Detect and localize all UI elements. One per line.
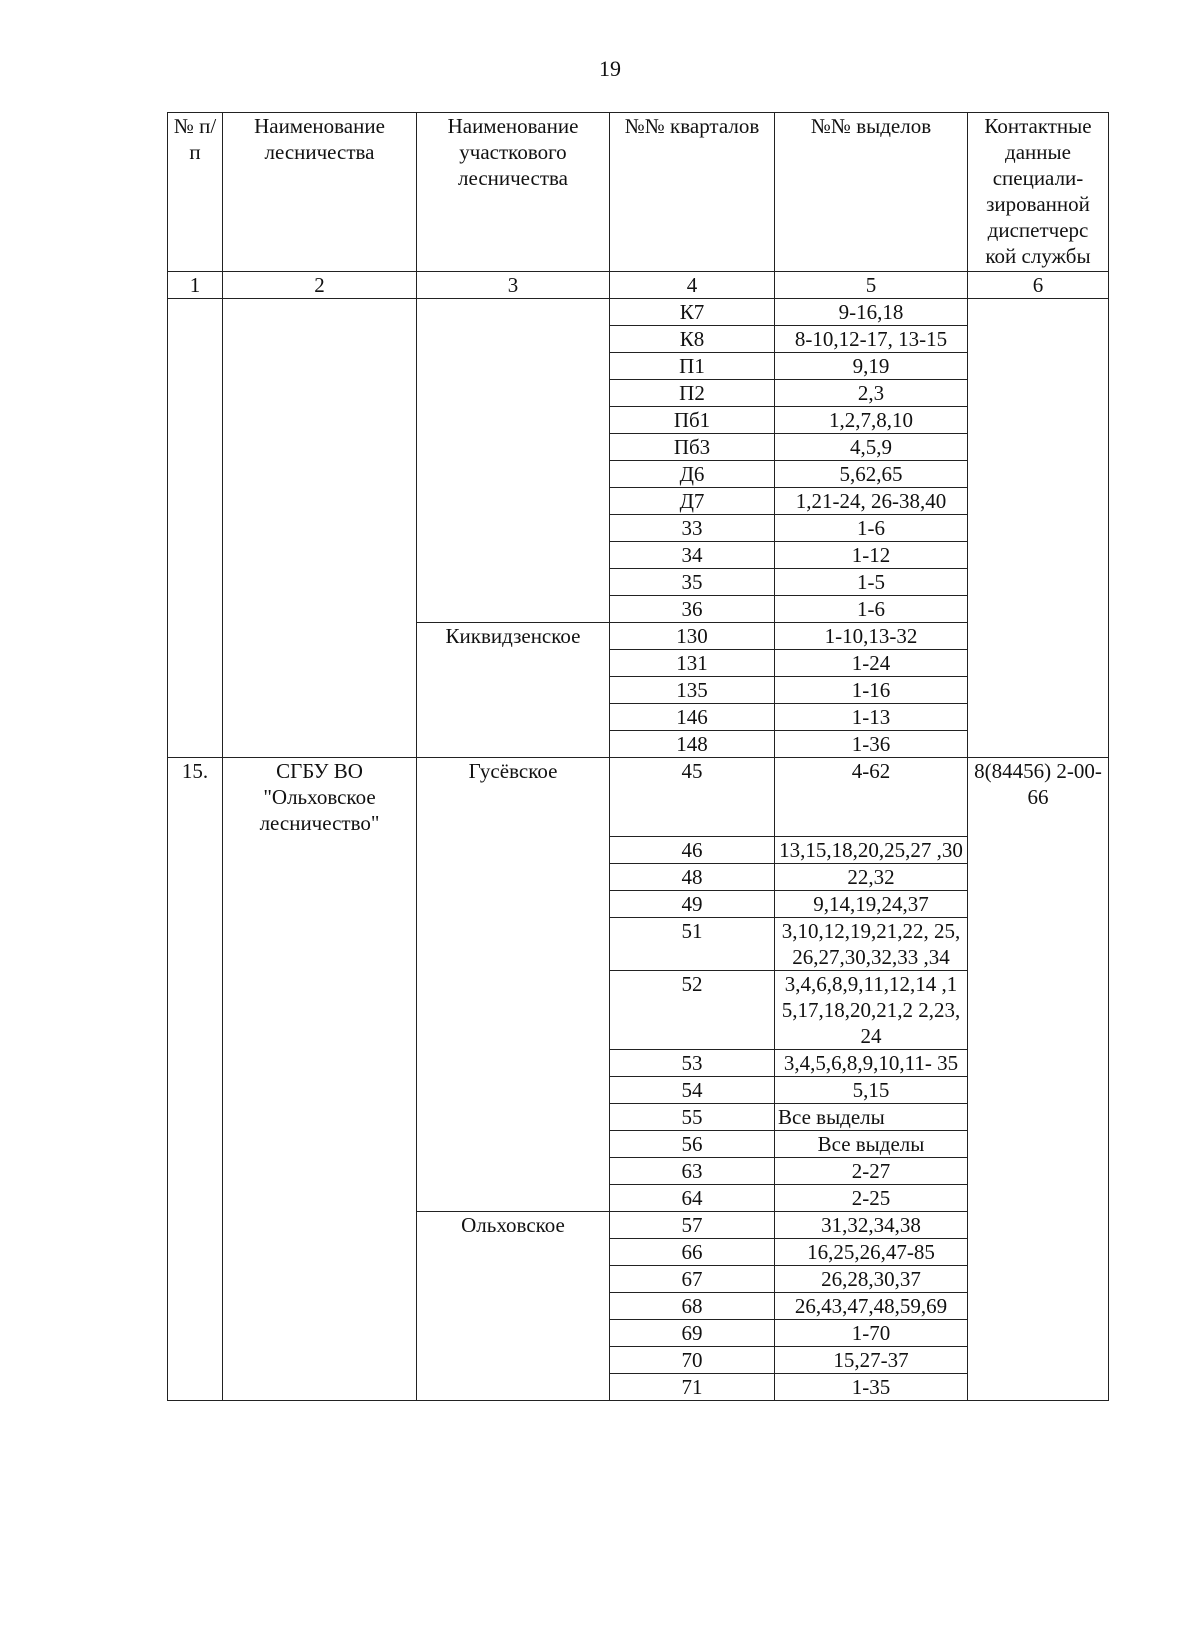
- table-row: [168, 1049, 1109, 1076]
- district-cell: [417, 890, 610, 917]
- district-cell: [417, 731, 610, 758]
- plots-cell: 5,15: [775, 1076, 968, 1103]
- quarter-cell: 35: [610, 569, 775, 596]
- district-cell: [417, 1238, 610, 1265]
- plots-cell: 1,2,7,8,10: [775, 407, 968, 434]
- district-cell: [417, 1184, 610, 1211]
- district-cell: [417, 1319, 610, 1346]
- quarter-cell: 36: [610, 596, 775, 623]
- plots-cell: 8-10,12-17, 13-15: [775, 326, 968, 353]
- contact-cell: [968, 731, 1109, 758]
- district-cell: [417, 836, 610, 863]
- header-row: [168, 113, 1109, 272]
- row-number-cell: [168, 1184, 223, 1211]
- plots-cell: 1-13: [775, 704, 968, 731]
- district-cell: [417, 488, 610, 515]
- quarter-cell: 135: [610, 677, 775, 704]
- plots-cell: 1-24: [775, 650, 968, 677]
- quarter-cell: 54: [610, 1076, 775, 1103]
- contact-cell: [968, 1292, 1109, 1319]
- row-number-cell: [168, 836, 223, 863]
- plots-cell: 26,28,30,37: [775, 1265, 968, 1292]
- row-number-cell: [168, 704, 223, 731]
- forestry-cell: [223, 623, 417, 650]
- forestry-cell: [223, 542, 417, 569]
- contact-cell: [968, 488, 1109, 515]
- row-number-cell: [168, 1211, 223, 1238]
- row-number-cell: [168, 677, 223, 704]
- contact-cell: [968, 407, 1109, 434]
- column-number-6: 6: [968, 272, 1109, 299]
- district-cell: [417, 569, 610, 596]
- quarter-cell: 34: [610, 542, 775, 569]
- district-cell: [417, 461, 610, 488]
- row-number-cell: [168, 380, 223, 407]
- row-number-cell: [168, 650, 223, 677]
- row-number-cell: [168, 1373, 223, 1400]
- forestry-cell: [223, 1292, 417, 1319]
- forestry-cell: [223, 836, 417, 863]
- district-cell: [417, 917, 610, 970]
- contact-cell: [968, 1319, 1109, 1346]
- table-row: [168, 1130, 1109, 1157]
- plots-cell: 22,32: [775, 863, 968, 890]
- forestry-cell: [223, 1157, 417, 1184]
- table-row: [168, 515, 1109, 542]
- forestry-cell: [223, 890, 417, 917]
- forestry-cell: [223, 353, 417, 380]
- row-number-cell: [168, 1103, 223, 1130]
- quarter-cell: 70: [610, 1346, 775, 1373]
- table-row: [168, 731, 1109, 758]
- district-cell: [417, 1049, 610, 1076]
- page-number: 19: [599, 56, 621, 81]
- quarter-cell: 33: [610, 515, 775, 542]
- contact-cell: [968, 650, 1109, 677]
- quarter-cell: 69: [610, 1319, 775, 1346]
- table-row: [168, 461, 1109, 488]
- table-row: [168, 1103, 1109, 1130]
- quarter-cell: 55: [610, 1103, 775, 1130]
- forestry-cell: [223, 596, 417, 623]
- contact-cell: [968, 677, 1109, 704]
- plots-cell: 2-27: [775, 1157, 968, 1184]
- district-cell: [417, 677, 610, 704]
- forestry-cell: [223, 299, 417, 326]
- district-cell: Ольховское: [417, 1211, 610, 1238]
- table-row: [168, 836, 1109, 863]
- plots-cell: 1-35: [775, 1373, 968, 1400]
- plots-cell: 3,4,6,8,9,11,12,14 ,15,17,18,20,21,2 2,23,24: [775, 970, 968, 1049]
- quarter-cell: 56: [610, 1130, 775, 1157]
- quarter-cell: К8: [610, 326, 775, 353]
- row-number-cell: [168, 1265, 223, 1292]
- contact-cell: [968, 380, 1109, 407]
- forestry-cell: [223, 1103, 417, 1130]
- quarter-cell: 64: [610, 1184, 775, 1211]
- table-row: [168, 380, 1109, 407]
- header-number: № п/п: [168, 113, 223, 272]
- contact-cell: [968, 353, 1109, 380]
- table-row: [168, 407, 1109, 434]
- table-row: [168, 434, 1109, 461]
- header-contact: Контактные данные специали- зированной диспетчерс кой службы: [968, 113, 1109, 272]
- forestry-cell: [223, 434, 417, 461]
- row-number-cell: [168, 1238, 223, 1265]
- plots-cell: 13,15,18,20,25,27 ,30: [775, 836, 968, 863]
- column-number-row: [168, 272, 1109, 299]
- table-row: [168, 1373, 1109, 1400]
- contact-cell: [968, 704, 1109, 731]
- quarter-cell: Д7: [610, 488, 775, 515]
- row-number-cell: [168, 1157, 223, 1184]
- quarter-cell: 53: [610, 1049, 775, 1076]
- contact-cell: [968, 1049, 1109, 1076]
- header-plots: №№ выделов: [775, 113, 968, 272]
- column-number-5: 5: [775, 272, 968, 299]
- district-cell: [417, 353, 610, 380]
- forestry-cell: [223, 917, 417, 970]
- table-row: [168, 1238, 1109, 1265]
- contact-cell: [968, 1103, 1109, 1130]
- forestry-cell: [223, 1346, 417, 1373]
- forestry-cell: [223, 704, 417, 731]
- plots-cell: 1-6: [775, 515, 968, 542]
- forestry-cell: [223, 731, 417, 758]
- table-row: [168, 890, 1109, 917]
- plots-cell: 9,14,19,24,37: [775, 890, 968, 917]
- forestry-cell: [223, 1211, 417, 1238]
- plots-cell: 9,19: [775, 353, 968, 380]
- row-number-cell: [168, 731, 223, 758]
- plots-cell: 1,21-24, 26-38,40: [775, 488, 968, 515]
- contact-cell: [968, 1373, 1109, 1400]
- contact-cell: [968, 623, 1109, 650]
- row-number-cell: [168, 1049, 223, 1076]
- contact-cell: [968, 1265, 1109, 1292]
- row-number-cell: [168, 1346, 223, 1373]
- quarter-cell: 57: [610, 1211, 775, 1238]
- district-cell: [417, 515, 610, 542]
- forestry-cell: [223, 1238, 417, 1265]
- forestry-cell: [223, 1265, 417, 1292]
- quarter-cell: 131: [610, 650, 775, 677]
- quarter-cell: 68: [610, 1292, 775, 1319]
- table-row: [168, 1346, 1109, 1373]
- contact-cell: [968, 1238, 1109, 1265]
- plots-cell: Все выделы: [775, 1130, 968, 1157]
- district-cell: [417, 542, 610, 569]
- contact-cell: [968, 515, 1109, 542]
- contact-cell: [968, 970, 1109, 1049]
- plots-cell: 3,10,12,19,21,22, 25,26,27,30,32,33 ,34: [775, 917, 968, 970]
- row-number-cell: 15.: [168, 758, 223, 837]
- table-row: [168, 326, 1109, 353]
- quarter-cell: 63: [610, 1157, 775, 1184]
- plots-cell: 1-16: [775, 677, 968, 704]
- table-row: [168, 569, 1109, 596]
- forestry-cell: [223, 1130, 417, 1157]
- forestry-cell: СГБУ ВО "Ольховское лесничество": [223, 758, 417, 837]
- quarter-cell: 45: [610, 758, 775, 837]
- contact-cell: [968, 1346, 1109, 1373]
- district-cell: [417, 650, 610, 677]
- quarter-cell: 48: [610, 863, 775, 890]
- row-number-cell: [168, 1076, 223, 1103]
- table-row: [168, 1184, 1109, 1211]
- contact-cell: [968, 1076, 1109, 1103]
- row-number-cell: [168, 569, 223, 596]
- district-cell: [417, 299, 610, 326]
- district-cell: Киквидзенское: [417, 623, 610, 650]
- column-number-2: 2: [223, 272, 417, 299]
- forestry-cell: [223, 1049, 417, 1076]
- contact-cell: [968, 1184, 1109, 1211]
- plots-cell: 2-25: [775, 1184, 968, 1211]
- column-number-4: 4: [610, 272, 775, 299]
- plots-cell: 4,5,9: [775, 434, 968, 461]
- district-cell: [417, 407, 610, 434]
- row-number-cell: [168, 542, 223, 569]
- table-row: [168, 1211, 1109, 1238]
- table-row: [168, 650, 1109, 677]
- column-number-1: 1: [168, 272, 223, 299]
- row-number-cell: [168, 353, 223, 380]
- plots-cell: 9-16,18: [775, 299, 968, 326]
- district-cell: [417, 1103, 610, 1130]
- table-row: [168, 542, 1109, 569]
- table-body: [168, 299, 1109, 1401]
- row-number-cell: [168, 623, 223, 650]
- forestry-cell: [223, 1373, 417, 1400]
- row-number-cell: [168, 461, 223, 488]
- quarter-cell: Пб3: [610, 434, 775, 461]
- contact-cell: [968, 917, 1109, 970]
- quarter-cell: Д6: [610, 461, 775, 488]
- district-cell: [417, 1292, 610, 1319]
- plots-cell: 3,4,5,6,8,9,10,11- 35: [775, 1049, 968, 1076]
- district-cell: [417, 596, 610, 623]
- contact-cell: [968, 596, 1109, 623]
- district-cell: [417, 1346, 610, 1373]
- plots-cell: 16,25,26,47-85: [775, 1238, 968, 1265]
- row-number-cell: [168, 890, 223, 917]
- quarter-cell: П1: [610, 353, 775, 380]
- table-row: [168, 1319, 1109, 1346]
- district-cell: [417, 1076, 610, 1103]
- plots-cell: 2,3: [775, 380, 968, 407]
- district-cell: [417, 1157, 610, 1184]
- quarter-cell: 67: [610, 1265, 775, 1292]
- table-row: [168, 1292, 1109, 1319]
- forestry-cell: [223, 515, 417, 542]
- district-cell: [417, 704, 610, 731]
- row-number-cell: [168, 515, 223, 542]
- row-number-cell: [168, 407, 223, 434]
- contact-cell: [968, 1157, 1109, 1184]
- quarter-cell: 146: [610, 704, 775, 731]
- contact-cell: [968, 434, 1109, 461]
- contact-cell: [968, 863, 1109, 890]
- table-row: [168, 596, 1109, 623]
- forestry-cell: [223, 863, 417, 890]
- table-row: [168, 1076, 1109, 1103]
- quarter-cell: П2: [610, 380, 775, 407]
- row-number-cell: [168, 596, 223, 623]
- plots-cell: 5,62,65: [775, 461, 968, 488]
- district-cell: [417, 863, 610, 890]
- table-row: [168, 623, 1109, 650]
- table-row: [168, 353, 1109, 380]
- contact-cell: [968, 299, 1109, 326]
- table-row: [168, 299, 1109, 326]
- forestry-cell: [223, 970, 417, 1049]
- plots-cell: 1-6: [775, 596, 968, 623]
- forestry-cell: [223, 650, 417, 677]
- table-row: [168, 758, 1109, 837]
- quarter-cell: К7: [610, 299, 775, 326]
- quarter-cell: 52: [610, 970, 775, 1049]
- quarter-cell: 130: [610, 623, 775, 650]
- plots-cell: 31,32,34,38: [775, 1211, 968, 1238]
- contact-cell: [968, 836, 1109, 863]
- quarter-cell: 51: [610, 917, 775, 970]
- contact-cell: [968, 461, 1109, 488]
- row-number-cell: [168, 863, 223, 890]
- contact-cell: [968, 326, 1109, 353]
- forestry-cell: [223, 677, 417, 704]
- plots-cell: 1-70: [775, 1319, 968, 1346]
- forestry-cell: [223, 461, 417, 488]
- row-number-cell: [168, 1130, 223, 1157]
- district-cell: [417, 1265, 610, 1292]
- plots-cell: 4-62: [775, 758, 968, 837]
- quarter-cell: 66: [610, 1238, 775, 1265]
- row-number-cell: [168, 1319, 223, 1346]
- forestry-cell: [223, 407, 417, 434]
- district-cell: [417, 380, 610, 407]
- quarter-cell: Пб1: [610, 407, 775, 434]
- plots-cell: 1-5: [775, 569, 968, 596]
- contact-cell: 8(84456) 2-00-66: [968, 758, 1109, 837]
- quarter-cell: 71: [610, 1373, 775, 1400]
- table-row: [168, 704, 1109, 731]
- forestry-table: [167, 112, 1109, 1401]
- forestry-cell: [223, 569, 417, 596]
- forestry-cell: [223, 1076, 417, 1103]
- plots-cell: 26,43,47,48,59,69: [775, 1292, 968, 1319]
- table-row: [168, 917, 1109, 970]
- quarter-cell: 46: [610, 836, 775, 863]
- forestry-cell: [223, 488, 417, 515]
- district-cell: [417, 970, 610, 1049]
- row-number-cell: [168, 326, 223, 353]
- table-row: [168, 863, 1109, 890]
- contact-cell: [968, 569, 1109, 596]
- contact-cell: [968, 1130, 1109, 1157]
- table-row: [168, 677, 1109, 704]
- row-number-cell: [168, 434, 223, 461]
- plots-cell: Все выделы: [775, 1103, 968, 1130]
- district-cell: [417, 434, 610, 461]
- forestry-cell: [223, 1184, 417, 1211]
- table-row: [168, 1265, 1109, 1292]
- contact-cell: [968, 890, 1109, 917]
- row-number-cell: [168, 299, 223, 326]
- forestry-cell: [223, 1319, 417, 1346]
- plots-cell: 1-12: [775, 542, 968, 569]
- table-row: [168, 1157, 1109, 1184]
- forestry-cell: [223, 380, 417, 407]
- row-number-cell: [168, 917, 223, 970]
- row-number-cell: [168, 488, 223, 515]
- table-row: [168, 488, 1109, 515]
- district-cell: Гусёвское: [417, 758, 610, 837]
- forestry-cell: [223, 326, 417, 353]
- header-forestry: Наименование лесничества: [223, 113, 417, 272]
- table-row: [168, 970, 1109, 1049]
- plots-cell: 15,27-37: [775, 1346, 968, 1373]
- district-cell: [417, 1373, 610, 1400]
- header-district: Наименование участкового лесничества: [417, 113, 610, 272]
- contact-cell: [968, 1211, 1109, 1238]
- contact-cell: [968, 542, 1109, 569]
- column-number-3: 3: [417, 272, 610, 299]
- quarter-cell: 49: [610, 890, 775, 917]
- plots-cell: 1-10,13-32: [775, 623, 968, 650]
- quarter-cell: 148: [610, 731, 775, 758]
- header-quarters: №№ кварталов: [610, 113, 775, 272]
- row-number-cell: [168, 1292, 223, 1319]
- plots-cell: 1-36: [775, 731, 968, 758]
- district-cell: [417, 1130, 610, 1157]
- district-cell: [417, 326, 610, 353]
- row-number-cell: [168, 970, 223, 1049]
